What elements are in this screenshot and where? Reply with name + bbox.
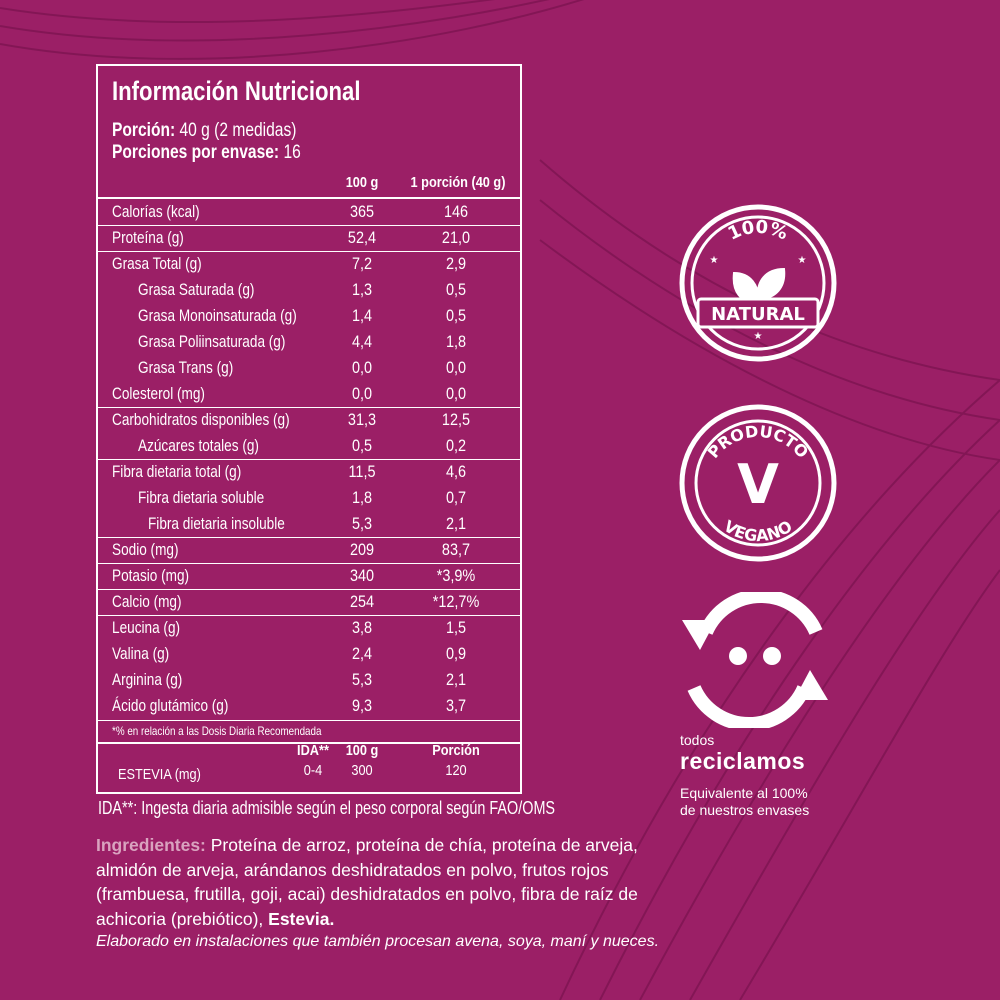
- nutrition-row-100g: 9,3: [351, 696, 373, 715]
- nutrition-row-portion: 2,9: [445, 254, 467, 273]
- nutrition-row-label: Grasa Monoinsaturada (g): [138, 306, 297, 325]
- nutrition-row-portion: *3,9%: [436, 566, 476, 585]
- nutrition-row-100g: 0,0: [351, 358, 373, 377]
- stevia-100g-header: 100 g: [345, 742, 379, 759]
- stevia-portion-value: 120: [445, 762, 467, 779]
- nutrition-row-100g: 3,8: [351, 618, 373, 637]
- nutrition-row-100g: 340: [349, 566, 375, 585]
- nutrition-row-portion: 146: [443, 202, 469, 221]
- portion-value: 40 g (2 medidas): [175, 120, 297, 141]
- nutrition-row-100g: 5,3: [351, 514, 373, 533]
- svg-text:VEGANO: [720, 516, 795, 545]
- natural-badge-icon: [678, 203, 838, 363]
- svg-text:★: ★: [709, 255, 719, 266]
- nutrition-row-100g: 209: [349, 540, 375, 559]
- nutrition-row-label: Fibra dietaria total (g): [112, 462, 242, 481]
- vegan-badge-icon: [678, 403, 838, 563]
- nutrition-row: [98, 329, 520, 355]
- nutrition-row: [98, 303, 520, 329]
- nutrition-row: [98, 667, 520, 693]
- stevia-label: ESTEVIA (mg): [118, 766, 201, 783]
- natural-badge-top: 100%: [724, 216, 791, 245]
- portion-label: Porción:: [112, 120, 176, 141]
- nutrition-row-label: Colesterol (mg): [112, 384, 205, 403]
- nutrition-row-100g: 1,8: [351, 488, 373, 507]
- nutrition-row: [98, 277, 520, 303]
- nutrition-row-label: Azúcares totales (g): [138, 436, 259, 455]
- footnote: *% en relación a las Dosis Diaria Recomendada: [112, 724, 322, 738]
- nutrition-row-portion: 0,5: [445, 306, 467, 325]
- nutrition-row-label: Leucina (g): [112, 618, 181, 637]
- servings-line: [112, 142, 301, 164]
- nutrition-row: [98, 459, 520, 485]
- ingredients-label: Ingredientes:: [96, 835, 206, 855]
- ingredients-text: [96, 833, 696, 931]
- nutrition-row-100g: 0,5: [351, 436, 373, 455]
- nutrition-row-100g: 1,3: [351, 280, 373, 299]
- nutrition-row: [98, 355, 520, 381]
- nutrition-row: [98, 407, 520, 433]
- nutrition-row-label: Valina (g): [112, 644, 170, 663]
- stevia-portion-header: Porción: [432, 742, 480, 759]
- nutrition-row-portion: 12,5: [441, 410, 471, 429]
- footnote-divider: [98, 720, 520, 721]
- stevia-ida-value: 0-4: [303, 762, 323, 779]
- svg-text:★: ★: [797, 255, 807, 266]
- recycle-big: reciclamos: [680, 748, 806, 774]
- nutrition-row-100g: 52,4: [347, 228, 377, 247]
- nutrition-row-label: Grasa Saturada (g): [138, 280, 255, 299]
- nutrition-row-label: Calorías (kcal): [112, 202, 200, 221]
- nutrition-row: [98, 199, 520, 225]
- vegan-badge-top: PRODUCTO: [703, 421, 813, 462]
- nutrition-row-100g: 31,3: [347, 410, 377, 429]
- nutrition-row-100g: 11,5: [348, 462, 376, 481]
- natural-badge-bottom: NATURAL: [711, 304, 805, 325]
- nutrition-row: [98, 433, 520, 459]
- nutrition-row-label: Ácido glutámico (g): [112, 696, 229, 715]
- nutrition-row-portion: 0,5: [445, 280, 467, 299]
- nutrition-row-100g: 2,4: [351, 644, 373, 663]
- servings-value: 16: [279, 142, 301, 163]
- nutrition-row-100g: 5,3: [351, 670, 373, 689]
- vegan-badge-bottom: VEGANO: [720, 516, 796, 546]
- nutrition-row: [98, 251, 520, 277]
- nutrition-row-label: Potasio (mg): [112, 566, 190, 585]
- stevia-100g-value: 300: [351, 762, 373, 779]
- nutrition-row-label: Sodio (mg): [112, 540, 179, 559]
- nutrition-row: [98, 485, 520, 511]
- recycle-icon: [676, 592, 834, 728]
- nutrition-row-100g: 1,4: [351, 306, 373, 325]
- nutrition-row-portion: 2,1: [445, 514, 467, 533]
- portion-line: [112, 120, 296, 142]
- nutrition-row-100g: 365: [349, 202, 375, 221]
- nutrition-row-label: Grasa Trans (g): [138, 358, 234, 377]
- vegan-badge-letter: V: [737, 453, 779, 516]
- nutrition-row-label: Fibra dietaria insoluble: [148, 514, 285, 533]
- nutrition-row-portion: 1,5: [445, 618, 467, 637]
- nutrition-row-portion: 0,0: [445, 358, 467, 377]
- nutrition-row-label: Calcio (mg): [112, 592, 182, 611]
- nutrition-row-label: Grasa Total (g): [112, 254, 202, 273]
- nutrition-row: [98, 641, 520, 667]
- nutrition-row-100g: 0,0: [351, 384, 373, 403]
- nutrition-row: [98, 589, 520, 615]
- nutrition-row-label: Fibra dietaria soluble: [138, 488, 265, 507]
- nutrition-row-portion: 2,1: [445, 670, 467, 689]
- recycle-sub1: Equivalente al 100%: [680, 785, 808, 801]
- nutrition-row-portion: 0,2: [445, 436, 467, 455]
- ingredients-list: Proteína de arroz, proteína de chía, proteína de arveja, almidón de arveja, arándanos deshidratados en polvo, frutos rojos (frambuesa, frutilla, goji, acai) deshidratados en polvo, fibra de raíz de achicoria (prebiótico),: [96, 835, 638, 929]
- nutrition-row: [98, 693, 520, 719]
- nutrition-row-label: Proteína (g): [112, 228, 184, 247]
- allergen-note: Elaborado en instalaciones que también procesan avena, soya, maní y nueces.: [96, 933, 660, 950]
- nutrition-row-label: Arginina (g): [112, 670, 183, 689]
- recycle-caption: [680, 732, 809, 819]
- col-portion-header: 1 porción (40 g): [410, 174, 506, 191]
- nutrition-row-100g: 254: [349, 592, 375, 611]
- stevia-ida-header: IDA**: [297, 742, 329, 759]
- nutrition-row-label: Grasa Poliinsaturada (g): [138, 332, 286, 351]
- nutrition-row-portion: 0,0: [445, 384, 467, 403]
- nutrition-title: Información Nutricional: [112, 76, 361, 106]
- nutrition-row: [98, 511, 520, 537]
- nutrition-row-portion: 3,7: [445, 696, 467, 715]
- recycle-small: todos: [680, 732, 715, 748]
- recycle-sub2: de nuestros envases: [680, 802, 810, 818]
- nutrition-row: [98, 381, 520, 407]
- nutrition-row-portion: 1,8: [445, 332, 467, 351]
- nutrition-row-portion: 83,7: [441, 540, 471, 559]
- nutrition-row-portion: 0,9: [445, 644, 467, 663]
- nutrition-row-portion: 4,6: [445, 462, 467, 481]
- nutrition-row-portion: 0,7: [445, 488, 467, 507]
- nutrition-row-100g: 7,2: [351, 254, 373, 273]
- nutrition-row: [98, 225, 520, 251]
- nutrition-row-100g: 4,4: [351, 332, 373, 351]
- col-100g-header: 100 g: [345, 174, 379, 191]
- nutrition-row-portion: 21,0: [441, 228, 471, 247]
- nutrition-row-portion: *12,7%: [432, 592, 480, 611]
- nutrition-table: [96, 64, 522, 794]
- nutrition-row: [98, 537, 520, 563]
- ingredients-bold-end: Estevia.: [268, 908, 335, 929]
- servings-label: Porciones por envase:: [112, 142, 280, 163]
- nutrition-row: [98, 615, 520, 641]
- ida-note: IDA**: Ingesta diaria admisible según el peso corporal según FAO/OMS: [98, 798, 556, 818]
- svg-text:★: ★: [753, 331, 763, 342]
- nutrition-row: [98, 563, 520, 589]
- nutrition-row-label: Carbohidratos disponibles (g): [112, 410, 290, 429]
